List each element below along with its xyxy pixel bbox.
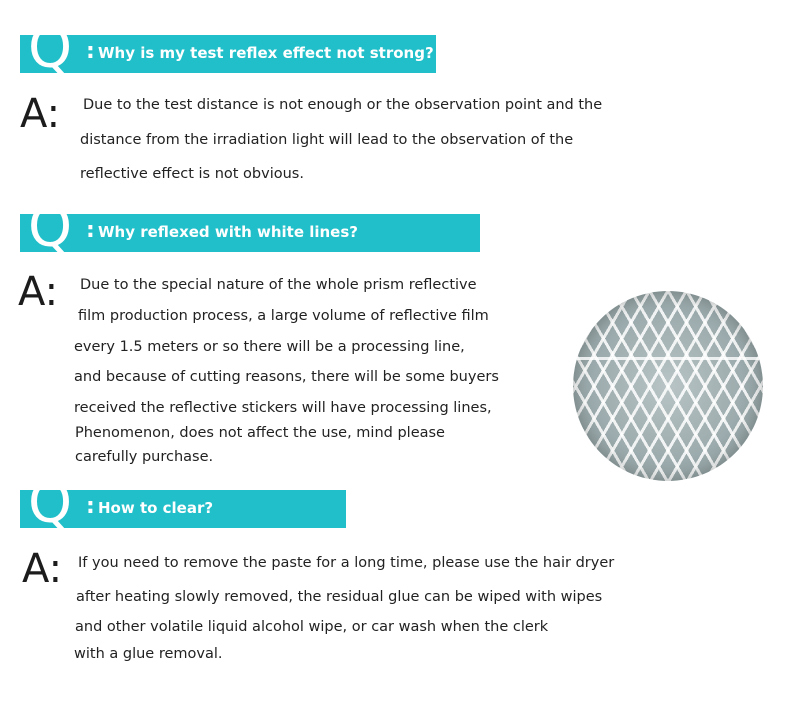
answer-3-line-4: with a glue removal.	[74, 646, 223, 662]
a-mark: A:	[18, 269, 59, 315]
answer-1-line-3: reflective effect is not obvious.	[80, 166, 304, 182]
answer-3-line-2: after heating slowly removed, the residual glue can be wiped with wipes	[76, 589, 603, 605]
answer-2-line-6: Phenomenon, does not affect the use, mind please	[75, 425, 445, 441]
question-text-2: Why reflexed with white lines?	[98, 223, 358, 241]
answer-1-line-1: Due to the test distance is not enough or the observation point and the	[83, 97, 603, 113]
question-bar-3	[20, 471, 346, 536]
q-colon: :	[86, 218, 95, 243]
question-text-1: Why is my test reflex effect not strong?	[98, 44, 434, 62]
answer-2-line-5: received the reflective stickers will have processing lines,	[74, 400, 492, 416]
question-bar-1	[20, 16, 436, 81]
q-mark: Q	[28, 195, 73, 260]
a-mark: A:	[22, 546, 63, 592]
answer-2-line-7: carefully purchase.	[75, 449, 214, 465]
answer-3-line-3: and other volatile liquid alcohol wipe, or car wash when the clerk	[75, 619, 549, 635]
question-text-3: How to clear?	[98, 499, 214, 517]
q-mark: Q	[28, 16, 73, 81]
q-colon: :	[86, 39, 95, 64]
reflective-film-image	[573, 291, 763, 481]
question-bar-2	[20, 195, 480, 260]
answer-2-line-2: film production process, a large volume of reflective film	[78, 308, 489, 324]
answer-1-line-2: distance from the irradiation light will lead to the observation of the	[80, 132, 574, 148]
answer-2-line-4: and because of cutting reasons, there will be some buyers	[74, 369, 499, 385]
q-mark: Q	[28, 471, 73, 536]
answer-3-line-1: If you need to remove the paste for a long time, please use the hair dryer	[78, 555, 615, 571]
answer-2-line-3: every 1.5 meters or so there will be a processing line,	[74, 339, 465, 355]
q-colon: :	[86, 494, 95, 519]
a-mark: A:	[20, 91, 61, 137]
processing-line	[573, 357, 763, 360]
answer-2-line-1: Due to the special nature of the whole prism reflective	[80, 277, 477, 293]
